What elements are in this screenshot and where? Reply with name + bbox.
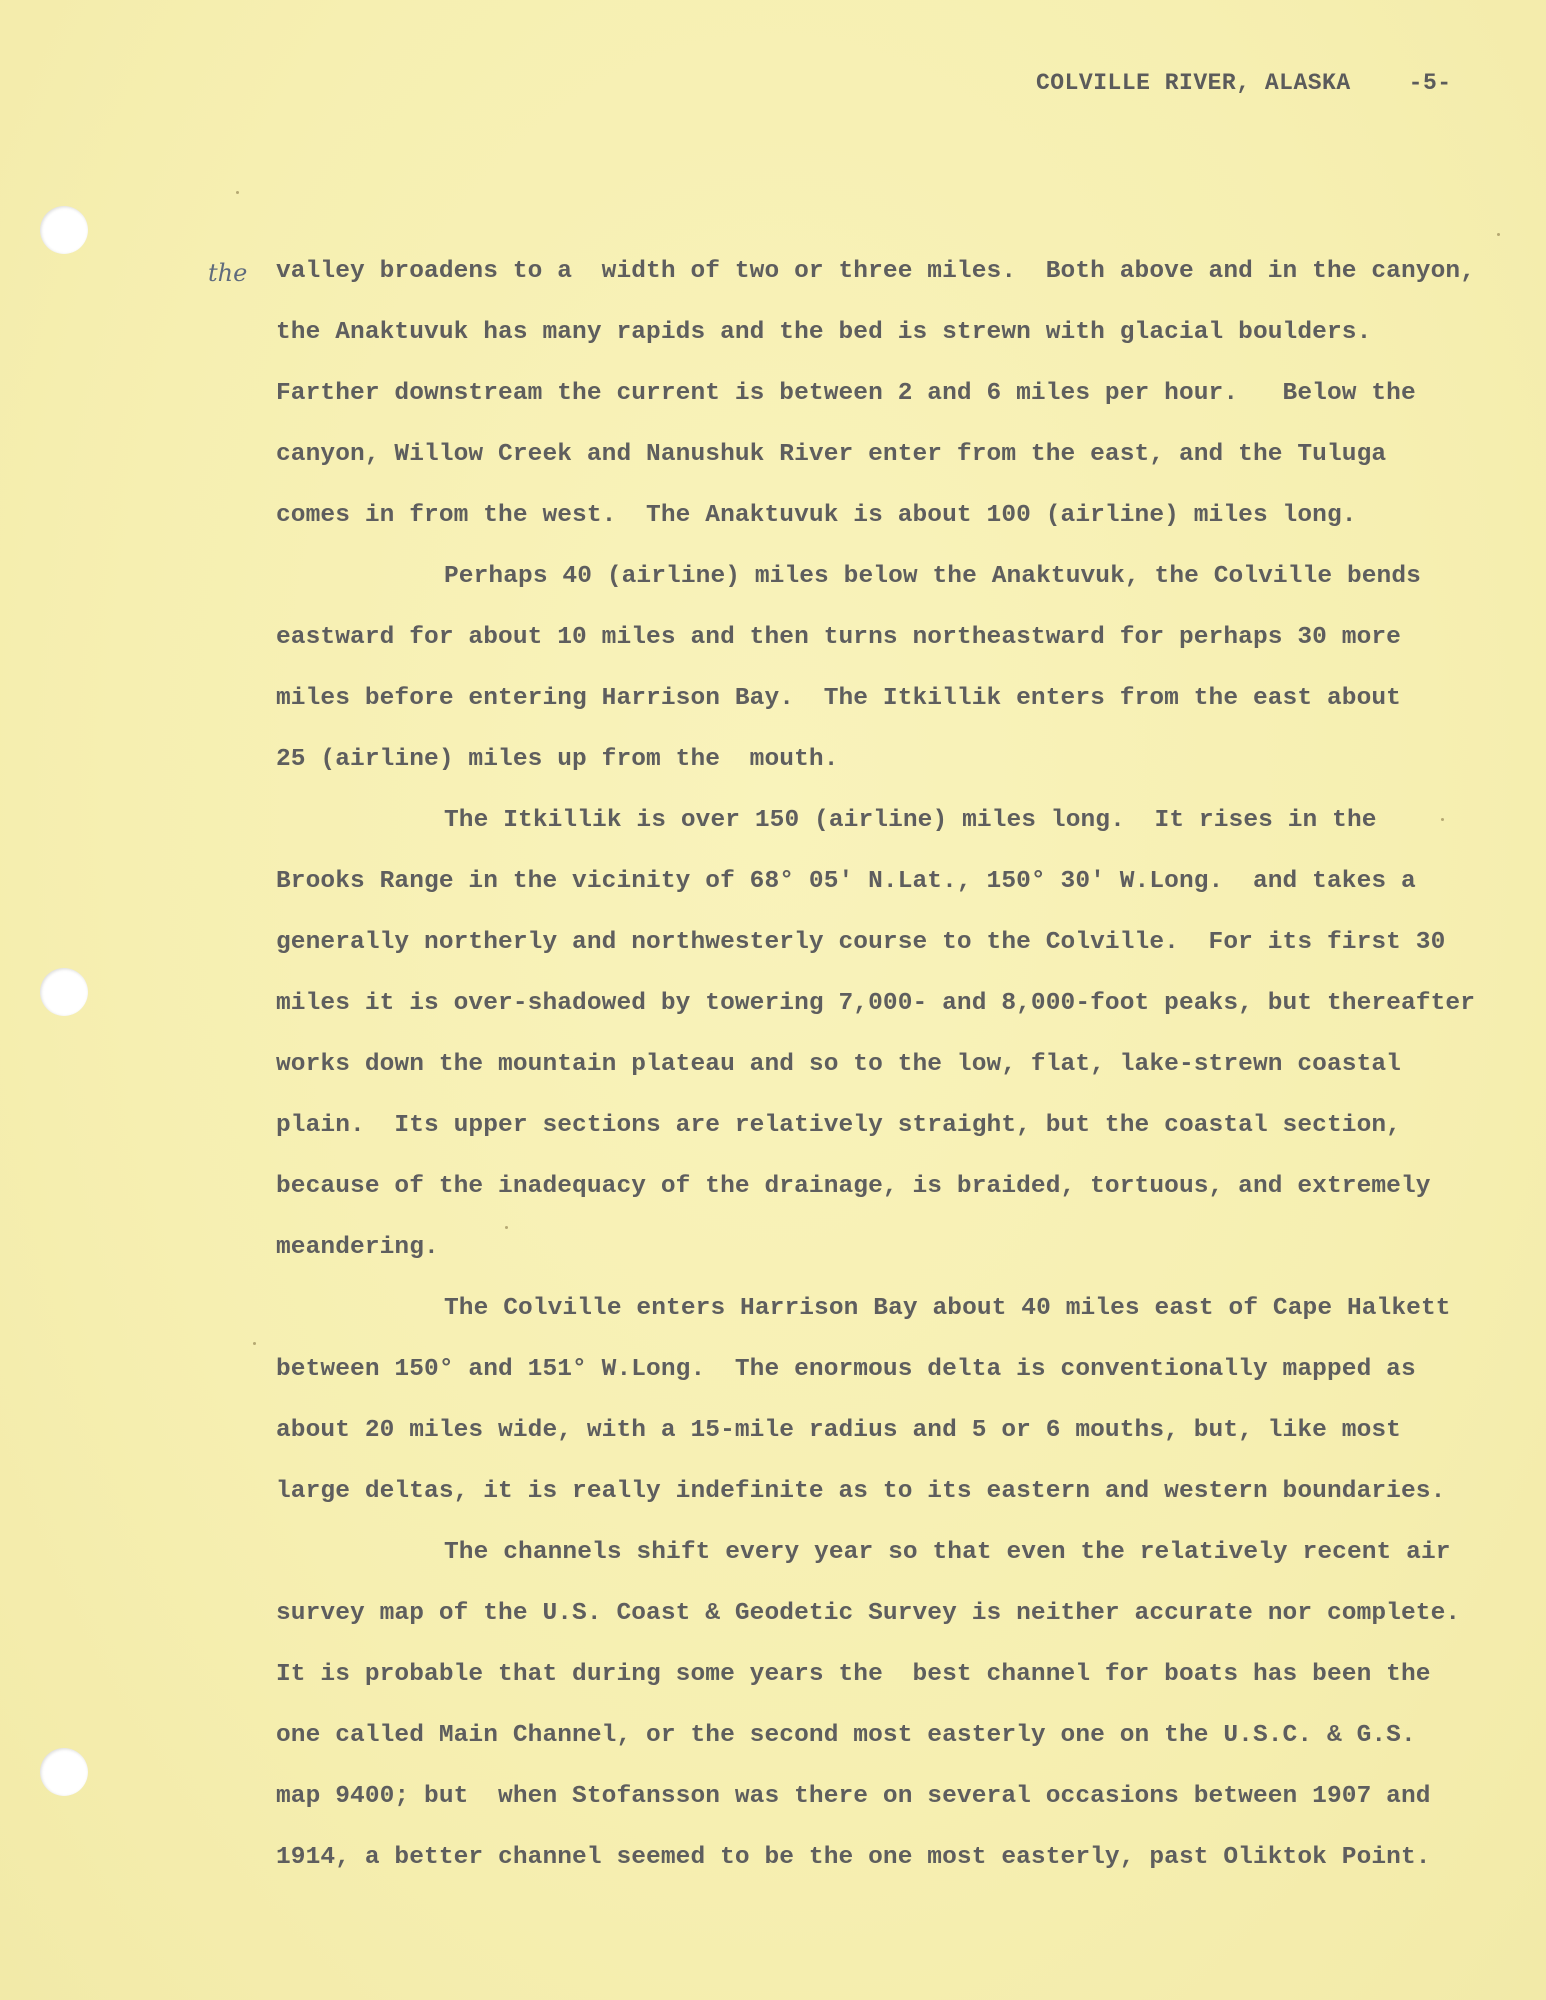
text-line: miles before entering Harrison Bay. The Itkillik enters from the east about xyxy=(276,685,1401,712)
paper-speck xyxy=(236,191,239,194)
text-line: canyon, Willow Creek and Nanushuk River enter from the east, and the Tuluga xyxy=(276,441,1387,468)
text-line: miles it is over-shadowed by towering 7,000- and 8,000-foot peaks, but thereafter xyxy=(276,990,1475,1017)
paragraph-first-line: Perhaps 40 (airline) miles below the Anaktuvuk, the Colville bends xyxy=(444,563,1421,590)
text-line: large deltas, it is really indefinite as to its eastern and western boundaries. xyxy=(276,1478,1446,1505)
punch-hole-top xyxy=(40,206,88,254)
text-line: because of the inadequacy of the drainage, is braided, tortuous, and extremely xyxy=(276,1173,1431,1200)
body-text xyxy=(276,252,1526,1899)
text-line: the Anaktuvuk has many rapids and the bed is strewn with glacial boulders. xyxy=(276,319,1372,346)
text-line: generally northerly and northwesterly course to the Colville. For its first 30 xyxy=(276,929,1446,956)
paper-speck xyxy=(1497,233,1500,236)
punch-hole-bottom xyxy=(40,1748,88,1796)
text-line: Brooks Range in the vicinity of 68° 05' N.Lat., 150° 30' W.Long. and takes a xyxy=(276,868,1416,895)
paragraph-first-line: The channels shift every year so that even the relatively recent air xyxy=(444,1539,1451,1566)
text-line: 1914, a better channel seemed to be the one most easterly, past Oliktok Point. xyxy=(276,1844,1431,1871)
text-line: 25 (airline) miles up from the mouth. xyxy=(276,746,839,773)
text-line: comes in from the west. The Anaktuvuk is about 100 (airline) miles long. xyxy=(276,502,1357,529)
text-line: one called Main Channel, or the second most easterly one on the U.S.C. & G.S. xyxy=(276,1722,1416,1749)
paper-speck xyxy=(253,1342,256,1345)
text-line: between 150° and 151° W.Long. The enormous delta is conventionally mapped as xyxy=(276,1356,1416,1383)
text-line: eastward for about 10 miles and then turns northeastward for perhaps 30 more xyxy=(276,624,1401,651)
page-header xyxy=(1036,70,1452,96)
text-line: works down the mountain plateau and so to the low, flat, lake-strewn coastal xyxy=(276,1051,1401,1078)
text-line: valley broadens to a width of two or three miles. Both above and in the canyon, xyxy=(276,258,1475,285)
punch-hole-middle xyxy=(40,968,88,1016)
header-title: COLVILLE RIVER, ALASKA xyxy=(1036,70,1351,96)
text-line: plain. Its upper sections are relatively straight, but the coastal section, xyxy=(276,1112,1401,1139)
text-line: map 9400; but when Stofansson was there on several occasions between 1907 and xyxy=(276,1783,1431,1810)
text-line: Farther downstream the current is between 2 and 6 miles per hour. Below the xyxy=(276,380,1416,407)
text-line: meandering. xyxy=(276,1234,439,1261)
page-number: -5- xyxy=(1408,70,1452,96)
paragraph-first-line: The Itkillik is over 150 (airline) miles long. It rises in the xyxy=(444,807,1377,834)
handwritten-margin-note: the xyxy=(208,259,248,287)
text-line: survey map of the U.S. Coast & Geodetic Survey is neither accurate nor complete. xyxy=(276,1600,1461,1627)
text-line: about 20 miles wide, with a 15-mile radius and 5 or 6 mouths, but, like most xyxy=(276,1417,1401,1444)
text-line: It is probable that during some years the best channel for boats has been the xyxy=(276,1661,1431,1688)
paragraph-first-line: The Colville enters Harrison Bay about 40 miles east of Cape Halkett xyxy=(444,1295,1451,1322)
